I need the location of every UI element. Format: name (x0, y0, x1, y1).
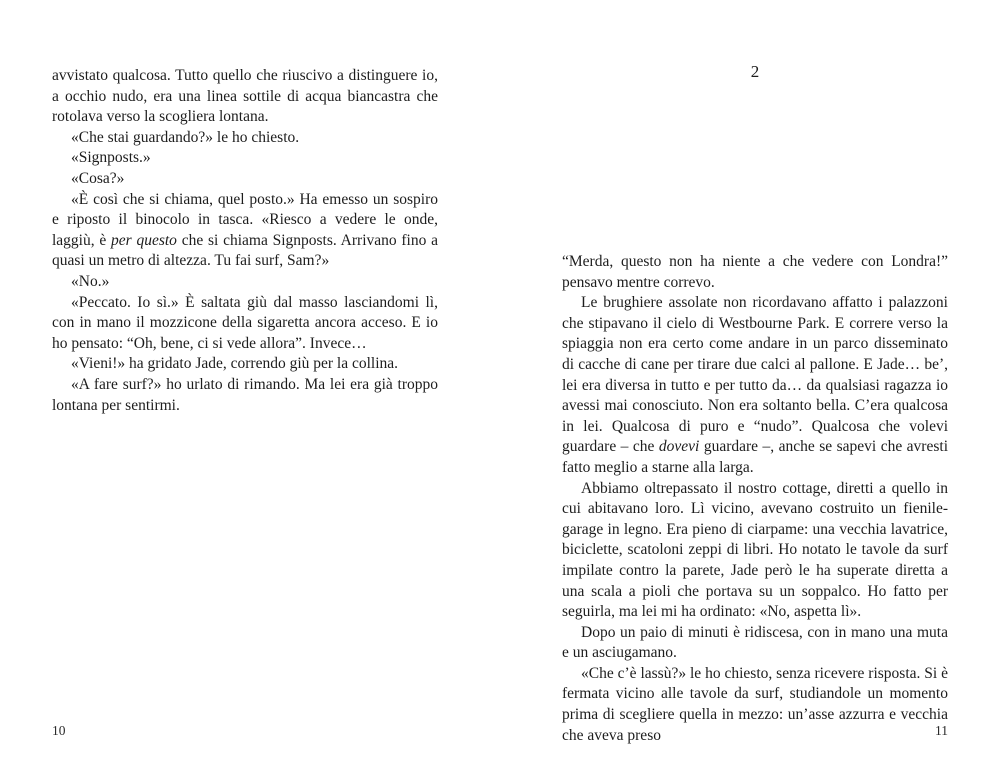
text-run: che si chiama Signposts. Arrivano fino a quasi un metro di altezza. Tu fai surf, Sam?» (52, 231, 439, 270)
left-page-number: 10 (52, 723, 66, 738)
paragraph (562, 293, 948, 478)
paragraph: «Signposts.» (71, 149, 151, 167)
paragraph (52, 190, 438, 272)
paragraph: avvistato qualcosa. Tutto quello che riuscivo a distinguere io, a occhio nudo, era una linea sottile di acqua biancastra che rotolava verso la scogliera lontana. (52, 67, 438, 126)
text-run: Le brughiere assolate non ricordavano affatto i palazzoni che stipavano il cielo di Westbourne Park. E correre verso la spiaggia non era certo come andare in un parco disseminato di cacche di cane per tirare due calci al pallone. E Jade… be’, lei era diversa in tutto e per tutto da… da qualsiasi ragazza io avessi mai conosciuto. Non era soltanto bella. C’era qualcosa in lei. Qualcosa di puro e “nudo”. Qualcosa che volevi guardare – che (562, 294, 948, 456)
paragraph: «Che stai guardando?» le ho chiesto. (71, 128, 300, 146)
text-run: guardare –, anche se sapevi che avresti fatto meglio a starne alla larga. (562, 438, 948, 476)
text-run: «È così che si chiama, quel posto.» Ha emesso un sospiro e riposto il binocolo in tasca. «Riesco a vedere le onde, laggiù, è (52, 190, 438, 249)
left-page-text-column (52, 66, 438, 416)
right-page-number: 11 (935, 723, 948, 738)
paragraph: Abbiamo oltrepassato il nostro cottage, diretti a quello in cui abitavano loro. Lì vicino, avevano costruito un fienile-garage in legno. Era pieno di ciarpame: una vecchia lavatrice, biciclette, scatoloni zeppi di libri. Ho notato le tavole da surf impilate contro la parete, Jade però le ha superate diretta a una scala a pioli che portava su un soppalco. Ho fatto per seguirla, ma lei mi ha ordinato: «No, aspetta lì». (562, 479, 948, 621)
italic-run: per questo (111, 231, 177, 249)
chapter-number: 2 (750, 62, 760, 81)
paragraph: «Cosa?» (71, 169, 125, 187)
paragraph: «No.» (71, 272, 110, 290)
right-page-text-column (562, 252, 948, 746)
paragraph: «Vieni!» ha gridato Jade, correndo giù per la collina. (71, 355, 399, 373)
paragraph: «A fare surf?» ho urlato di rimando. Ma lei era già troppo lontana per sentirmi. (52, 375, 438, 414)
paragraph: Dopo un paio di minuti è ridiscesa, con in mano una muta e un asciugamano. (562, 623, 948, 662)
italic-run: dovevi (658, 438, 700, 456)
paragraph: «Peccato. Io sì.» È saltata giù dal masso lasciandomi lì, con in mano il mozzicone della sigaretta ancora acceso. E io ho pensato: “Oh, bene, ci si vede allora”. Invece… (52, 293, 438, 352)
paragraph: «Che c’è lassù?» le ho chiesto, senza ricevere risposta. Si è fermata vicino alle tavole da surf, studiandole un momento prima di scegliere quella in mezzo: un’asse azzurra e vecchia che aveva preso (562, 664, 948, 744)
paragraph: “Merda, questo non ha niente a che vedere con Londra!” pensavo mentre correvo. (562, 253, 948, 291)
